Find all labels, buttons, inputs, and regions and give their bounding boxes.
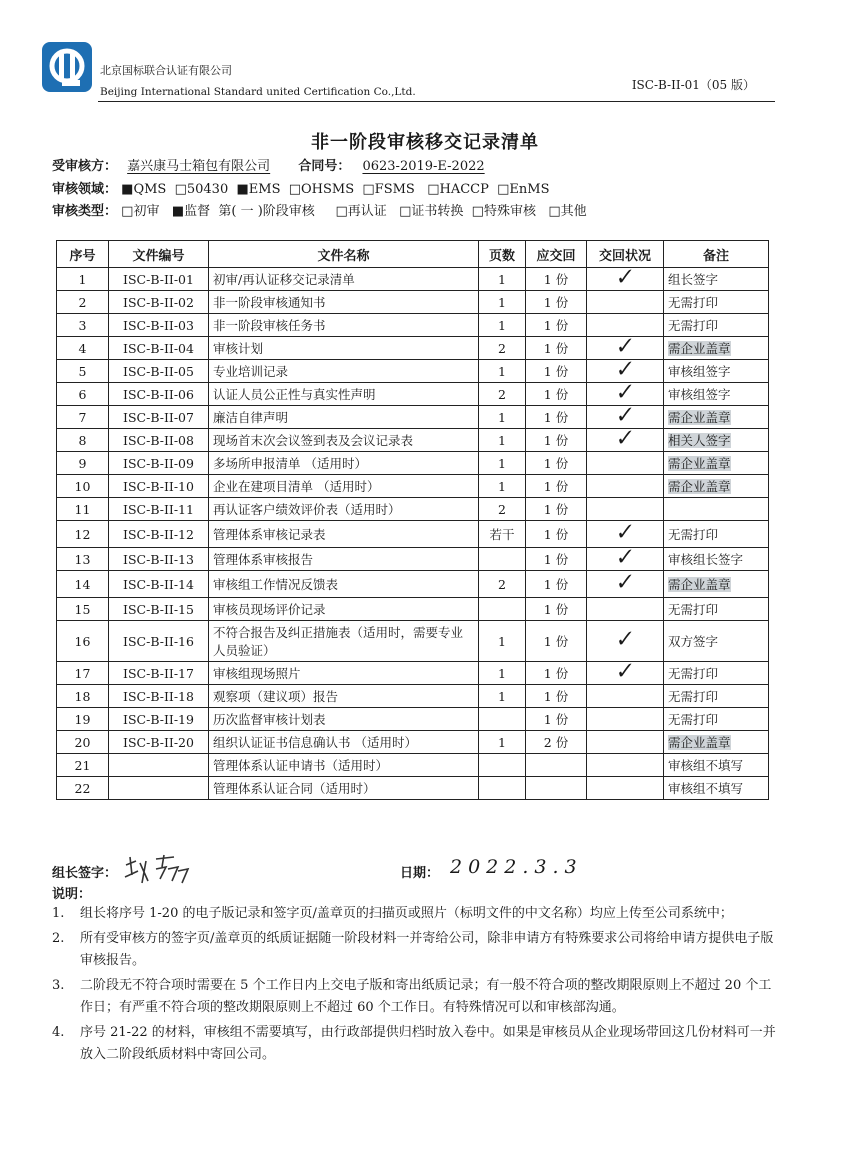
file-name: 审核计划 <box>209 337 479 360</box>
file-name: 历次监督审核计划表 <box>209 708 479 731</box>
file-name: 非一阶段审核任务书 <box>209 314 479 337</box>
note-item: 3. 二阶段无不符合项时需要在 5 个工作日内上交电子版和寄出纸质记录；有一般不符合项的整改期限原则上不超过 20 个工作日；有严重不符合项的整改期限原则上不超过 60 个工作日。有特殊情况可以和审核部沟通。 <box>52 978 772 1015</box>
file-name: 审核员现场评价记录 <box>209 598 479 621</box>
table-row <box>57 406 769 429</box>
row-number: 18 <box>57 685 109 708</box>
table-row <box>57 598 769 621</box>
remark: 无需打印 <box>664 291 769 314</box>
file-name: 组织认证证书信息确认书 （适用时） <box>209 731 479 754</box>
page-title: 非一阶段审核移交记录清单 <box>311 132 539 153</box>
file-code: ISC-B-II-03 <box>109 314 209 337</box>
table-row <box>57 314 769 337</box>
row-number: 21 <box>57 754 109 777</box>
return-quantity: 1 份 <box>526 291 587 314</box>
handover-table <box>56 240 769 800</box>
page-count: 2 <box>479 571 526 598</box>
contract-value: 0623-2019-E-2022 <box>362 159 485 174</box>
note-item: 4. 序号 21-22 的材料，审核组不需要填写，由行政部提供归档时放入卷中。如果是审核员从企业现场带回这几份材料可一并放入二阶段纸质材料中寄回公司。 <box>52 1025 776 1062</box>
remark: 组长签字 <box>664 268 769 291</box>
remark: 需企业盖章 <box>664 406 769 429</box>
return-status <box>587 355 664 384</box>
remark: 需企业盖章 <box>664 452 769 475</box>
table-row <box>57 548 769 571</box>
return-status <box>587 777 664 800</box>
page-count: 2 <box>479 498 526 521</box>
table-row <box>57 337 769 360</box>
return-quantity <box>526 777 587 800</box>
type-label: 审核类型： <box>52 204 118 219</box>
page-count <box>479 777 526 800</box>
file-code <box>109 754 209 777</box>
table-row <box>57 571 769 598</box>
file-name: 管理体系审核报告 <box>209 548 479 571</box>
return-quantity: 1 份 <box>526 429 587 452</box>
table-row <box>57 475 769 498</box>
table-row <box>57 498 769 521</box>
row-number: 9 <box>57 452 109 475</box>
return-status <box>587 401 664 430</box>
file-code: ISC-B-II-07 <box>109 406 209 429</box>
file-code: ISC-B-II-15 <box>109 598 209 621</box>
file-code: ISC-B-II-02 <box>109 291 209 314</box>
check-mark-icon: ✓ <box>614 332 636 361</box>
file-code: ISC-B-II-12 <box>109 521 209 548</box>
file-code: ISC-B-II-08 <box>109 429 209 452</box>
table-row <box>57 452 769 475</box>
type-options: □初审 ■监督 第( 一 )阶段审核 □再认证 □证书转换 □特殊审核 □其他 <box>121 204 587 219</box>
row-number: 1 <box>57 268 109 291</box>
row-number: 6 <box>57 383 109 406</box>
company-logo <box>40 40 94 94</box>
auditee-value: 嘉兴康马士箱包有限公司 <box>127 159 271 174</box>
return-quantity: 1 份 <box>526 548 587 571</box>
domain-label: 审核领域： <box>52 182 118 197</box>
file-name: 现场首末次会议签到表及会议记录表 <box>209 429 479 452</box>
row-number: 19 <box>57 708 109 731</box>
auditee-line <box>52 155 493 174</box>
return-status <box>587 543 664 572</box>
page-count: 1 <box>479 662 526 685</box>
row-number: 8 <box>57 429 109 452</box>
file-code: ISC-B-II-19 <box>109 708 209 731</box>
date-label: 日期： <box>400 866 440 881</box>
file-code: ISC-B-II-04 <box>109 337 209 360</box>
page-count: 1 <box>479 291 526 314</box>
col-header-code: 文件编号 <box>109 241 209 268</box>
row-number: 14 <box>57 571 109 598</box>
page-count: 1 <box>479 621 526 662</box>
col-header-pages: 页数 <box>479 241 526 268</box>
return-status <box>587 263 664 292</box>
return-quantity: 1 份 <box>526 708 587 731</box>
file-code: ISC-B-II-01 <box>109 268 209 291</box>
return-quantity <box>526 754 587 777</box>
remark: 无需打印 <box>664 314 769 337</box>
page-count: 1 <box>479 731 526 754</box>
return-quantity: 1 份 <box>526 662 587 685</box>
remark: 无需打印 <box>664 662 769 685</box>
leader-signature <box>122 853 192 889</box>
page-count: 1 <box>479 429 526 452</box>
file-name: 审核组工作情况反馈表 <box>209 571 479 598</box>
remark: 审核组不填写 <box>664 777 769 800</box>
check-mark-icon: ✓ <box>614 424 636 453</box>
return-quantity: 1 份 <box>526 337 587 360</box>
file-name: 企业在建项目清单 （适用时） <box>209 475 479 498</box>
return-quantity: 1 份 <box>526 383 587 406</box>
table-row <box>57 708 769 731</box>
remark: 无需打印 <box>664 708 769 731</box>
row-number: 22 <box>57 777 109 800</box>
table-row <box>57 662 769 685</box>
check-mark-icon: ✓ <box>614 568 636 597</box>
page-count: 1 <box>479 268 526 291</box>
return-quantity: 1 份 <box>526 475 587 498</box>
return-status <box>587 621 664 662</box>
return-quantity: 1 份 <box>526 314 587 337</box>
remark: 审核组不填写 <box>664 754 769 777</box>
header-divider <box>98 101 775 102</box>
return-quantity: 1 份 <box>526 571 587 598</box>
return-status <box>587 378 664 407</box>
file-name: 管理体系认证申请书（适用时） <box>209 754 479 777</box>
return-quantity: 2 份 <box>526 731 587 754</box>
page-count <box>479 754 526 777</box>
check-mark-icon: ✓ <box>614 657 636 686</box>
file-code: ISC-B-II-16 <box>109 621 209 662</box>
return-status <box>587 598 664 621</box>
file-name: 初审/再认证移交记录清单 <box>209 268 479 291</box>
check-mark-icon: ✓ <box>614 355 636 384</box>
row-number: 16 <box>57 621 109 662</box>
audit-domain-line <box>52 178 550 197</box>
row-number: 15 <box>57 598 109 621</box>
return-status <box>587 314 664 337</box>
table-row <box>57 521 769 548</box>
audit-type-line <box>52 200 587 219</box>
table-row <box>57 360 769 383</box>
remark: 审核组签字 <box>664 383 769 406</box>
date-value: 2022.3.3 <box>450 856 583 878</box>
return-status <box>587 685 664 708</box>
row-number: 13 <box>57 548 109 571</box>
return-status <box>587 498 664 521</box>
file-code: ISC-B-II-20 <box>109 731 209 754</box>
company-name-en: Beijing International Standard united Certification Co.,Ltd. <box>100 86 416 98</box>
return-quantity: 1 份 <box>526 621 587 662</box>
page-count <box>479 548 526 571</box>
return-status <box>587 708 664 731</box>
col-header-qty: 应交回 <box>526 241 587 268</box>
file-code: ISC-B-II-17 <box>109 662 209 685</box>
file-name: 管理体系认证合同（适用时） <box>209 777 479 800</box>
page-count <box>479 708 526 731</box>
row-number: 2 <box>57 291 109 314</box>
file-name: 廉洁自律声明 <box>209 406 479 429</box>
file-code: ISC-B-II-06 <box>109 383 209 406</box>
file-name: 专业培训记录 <box>209 360 479 383</box>
return-quantity: 1 份 <box>526 268 587 291</box>
file-code: ISC-B-II-11 <box>109 498 209 521</box>
note-item: 1. 组长将序号 1-20 的电子版记录和签字页/盖章页的扫描页或照片（标明文件的中文名称）均应上传至公司系统中； <box>52 906 733 921</box>
table-row <box>57 685 769 708</box>
page-count: 1 <box>479 360 526 383</box>
return-status <box>587 731 664 754</box>
remark <box>664 498 769 521</box>
file-code: ISC-B-II-10 <box>109 475 209 498</box>
file-code <box>109 777 209 800</box>
remark: 无需打印 <box>664 598 769 621</box>
return-quantity: 1 份 <box>526 498 587 521</box>
file-code: ISC-B-II-09 <box>109 452 209 475</box>
page-count: 1 <box>479 475 526 498</box>
file-name: 管理体系审核记录表 <box>209 521 479 548</box>
file-code: ISC-B-II-14 <box>109 571 209 598</box>
return-quantity: 1 份 <box>526 406 587 429</box>
company-name-cn: 北京国标联合认证有限公司 <box>100 64 232 77</box>
page-count: 若干 <box>479 521 526 548</box>
row-number: 7 <box>57 406 109 429</box>
remark: 双方签字 <box>664 621 769 662</box>
check-mark-icon: ✓ <box>614 625 636 654</box>
return-status <box>587 424 664 453</box>
row-number: 4 <box>57 337 109 360</box>
file-name: 再认证客户绩效评价表（适用时） <box>209 498 479 521</box>
remark: 相关人签字 <box>664 429 769 452</box>
remark: 审核组长签字 <box>664 548 769 571</box>
row-number: 3 <box>57 314 109 337</box>
page-count: 1 <box>479 406 526 429</box>
return-status <box>587 452 664 475</box>
page-count: 1 <box>479 314 526 337</box>
remark: 审核组签字 <box>664 360 769 383</box>
page-count: 1 <box>479 452 526 475</box>
return-quantity: 1 份 <box>526 452 587 475</box>
page-count <box>479 598 526 621</box>
table-row <box>57 621 769 662</box>
page-count: 2 <box>479 383 526 406</box>
return-status <box>587 568 664 598</box>
row-number: 17 <box>57 662 109 685</box>
remark: 无需打印 <box>664 521 769 548</box>
return-status <box>587 657 664 686</box>
col-header-no: 序号 <box>57 241 109 268</box>
return-quantity: 1 份 <box>526 685 587 708</box>
notes-list <box>52 903 777 1069</box>
row-number: 5 <box>57 360 109 383</box>
page-count: 2 <box>479 337 526 360</box>
table-row <box>57 291 769 314</box>
row-number: 10 <box>57 475 109 498</box>
remark: 需企业盖章 <box>664 337 769 360</box>
return-status <box>587 291 664 314</box>
leader-signature-label: 组长签字： <box>52 866 118 881</box>
auditee-label: 受审核方： <box>52 159 118 174</box>
file-name: 多场所申报清单 （适用时） <box>209 452 479 475</box>
file-code: ISC-B-II-13 <box>109 548 209 571</box>
return-quantity: 1 份 <box>526 521 587 548</box>
file-name: 审核组现场照片 <box>209 662 479 685</box>
table-row <box>57 383 769 406</box>
row-number: 12 <box>57 521 109 548</box>
return-status <box>587 475 664 498</box>
col-header-status: 交回状况 <box>587 241 664 268</box>
return-status <box>587 332 664 361</box>
check-mark-icon: ✓ <box>614 378 636 407</box>
return-status <box>587 754 664 777</box>
file-code: ISC-B-II-05 <box>109 360 209 383</box>
table-row <box>57 429 769 452</box>
file-name: 非一阶段审核通知书 <box>209 291 479 314</box>
check-mark-icon: ✓ <box>614 543 636 572</box>
col-header-name: 文件名称 <box>209 241 479 268</box>
page-count: 1 <box>479 685 526 708</box>
return-quantity: 1 份 <box>526 598 587 621</box>
table-row <box>57 777 769 800</box>
note-item: 2. 所有受审核方的签字页/盖章页的纸质证据随一阶段材料一并寄给公司，除非申请方有特殊要求公司将给申请方提供电子版审核报告。 <box>52 931 774 968</box>
remark: 需企业盖章 <box>664 571 769 598</box>
file-name: 认证人员公正性与真实性声明 <box>209 383 479 406</box>
check-mark-icon: ✓ <box>614 401 636 430</box>
table-header-row <box>57 241 769 268</box>
table-row <box>57 268 769 291</box>
remark: 无需打印 <box>664 685 769 708</box>
check-mark-icon: ✓ <box>614 518 636 547</box>
notes-heading: 说明： <box>52 887 92 902</box>
row-number: 11 <box>57 498 109 521</box>
return-status <box>587 518 664 548</box>
file-name: 不符合报告及纠正措施表（适用时，需要专业人员验证） <box>209 621 479 662</box>
contract-label: 合同号： <box>298 159 351 174</box>
row-number: 20 <box>57 731 109 754</box>
col-header-remark: 备注 <box>664 241 769 268</box>
table-row <box>57 731 769 754</box>
remark: 需企业盖章 <box>664 475 769 498</box>
check-mark-icon: ✓ <box>614 263 636 292</box>
table-row <box>57 754 769 777</box>
remark: 需企业盖章 <box>664 731 769 754</box>
file-code: ISC-B-II-18 <box>109 685 209 708</box>
file-name: 观察项（建议项）报告 <box>209 685 479 708</box>
domain-options: ■QMS □50430 ■EMS □OHSMS □FSMS □HACCP □EnMS <box>121 182 550 197</box>
return-quantity: 1 份 <box>526 360 587 383</box>
document-code: ISC-B-II-01（05 版） <box>631 78 755 92</box>
